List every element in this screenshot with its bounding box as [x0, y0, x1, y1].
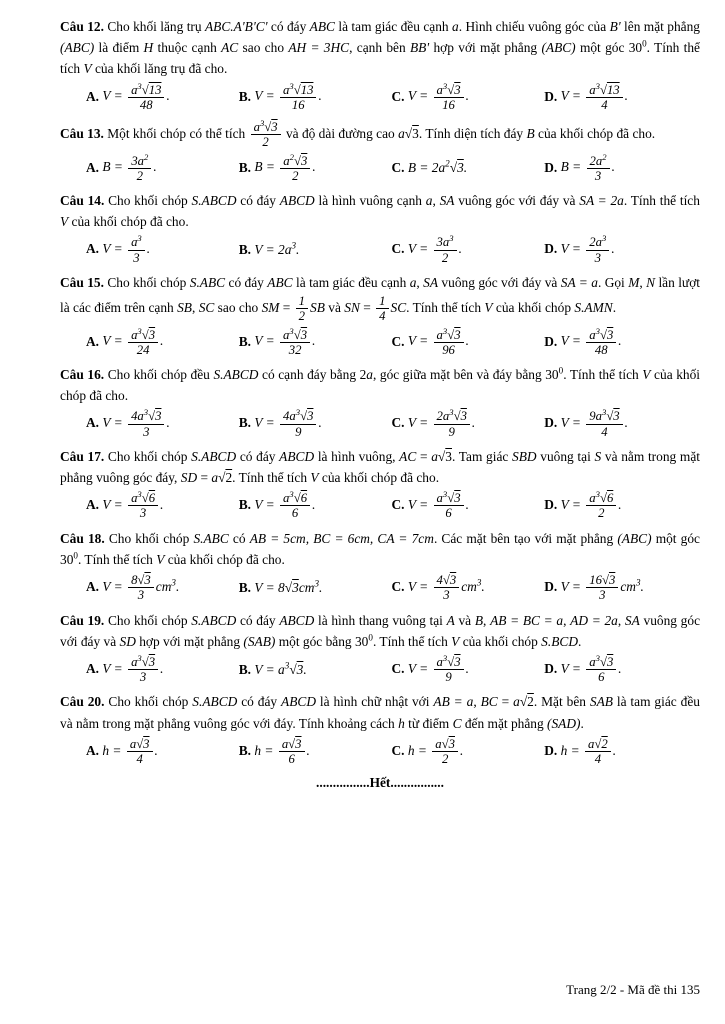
- fraction: $\frac{a^3√3}{32}$: [280, 328, 310, 358]
- option-formula: $V = 8√3cm^3$.: [254, 578, 323, 595]
- square-root: √3: [264, 120, 278, 135]
- option-formula: V = $\frac{4√3}{3}$ $cm^3$.: [407, 573, 485, 603]
- question: [60, 446, 700, 522]
- fraction: $\frac{a√2}{4}$: [585, 737, 611, 767]
- option-letter: B.: [238, 88, 252, 104]
- option-formula: V = $\frac{16√3}{3}$ $cm^3$.: [560, 573, 644, 603]
- fraction: $\frac{a√3}{6}$: [279, 737, 305, 767]
- option-letter: D.: [544, 241, 558, 257]
- question: [60, 610, 700, 686]
- answer-option: [544, 572, 700, 604]
- square-root: √3: [601, 573, 616, 588]
- square-root: √3: [447, 327, 461, 342]
- option-letter: B.: [238, 415, 252, 431]
- option-formula: V = $\frac{a^3√3}{48}$ .: [560, 325, 622, 357]
- answer-option: [544, 736, 700, 768]
- question: [60, 691, 700, 767]
- option-formula: h = $\frac{a√3}{4}$ .: [102, 736, 158, 766]
- option-letter: A.: [86, 497, 100, 513]
- option-letter: D.: [544, 415, 558, 431]
- fraction: $\frac{a^3√3}{2}$: [251, 120, 281, 150]
- square-root: √13: [293, 82, 314, 97]
- option-letter: A.: [86, 88, 100, 104]
- answer-option: [544, 153, 700, 185]
- square-root: √3: [293, 327, 308, 342]
- option-formula: V = $\frac{8√3}{3}$ $cm^3$.: [102, 573, 180, 603]
- option-formula: V = $\frac{a^3√13}{48}$ .: [102, 80, 170, 112]
- fraction: $\frac{4a^3√3}{9}$: [280, 409, 316, 439]
- fraction: $\frac{1}{4}$: [376, 294, 388, 324]
- fraction: $\frac{a^3√3}{96}$: [434, 328, 464, 358]
- fraction: $\frac{a^3√3}{9}$: [434, 655, 464, 685]
- answer-option: [86, 234, 239, 266]
- fraction: $\frac{a^3√6}{2}$: [586, 491, 616, 521]
- fraction: $\frac{2a^3√3}{9}$: [434, 409, 470, 439]
- square-root: √3: [289, 661, 304, 677]
- square-root: √3: [300, 409, 314, 424]
- question-number: Câu 17.: [60, 448, 105, 464]
- fraction: $\frac{8√3}{3}$: [128, 573, 154, 603]
- question-number: Câu 16.: [60, 367, 105, 383]
- options-row: [60, 572, 700, 604]
- option-formula: V = $\frac{a^3√3}{24}$ .: [102, 325, 164, 357]
- question: [60, 272, 700, 358]
- option-formula: V = $\frac{a^3√3}{32}$ .: [254, 325, 316, 357]
- option-formula: h = $\frac{a√2}{4}$ .: [560, 736, 617, 766]
- answer-option: [239, 82, 392, 114]
- fraction: $\frac{a^3√3}{48}$: [586, 328, 616, 358]
- option-letter: B.: [238, 661, 252, 677]
- option-letter: A.: [86, 159, 100, 175]
- square-root: √3: [447, 654, 461, 669]
- fraction: $\frac{a^3√3}{6}$: [434, 491, 464, 521]
- option-letter: C.: [391, 742, 405, 758]
- square-root: √3: [136, 736, 150, 751]
- fraction: $\frac{1}{2}$: [296, 294, 308, 324]
- answer-option: [391, 327, 544, 359]
- answer-option: [544, 490, 700, 522]
- option-formula: $V = a^3√3$.: [254, 660, 307, 677]
- page-footer: Trang 2/2 - Mã đề thi 135: [566, 982, 700, 997]
- question-text: Câu 14. Cho khối chóp S.ABCD có đáy ABCD là hình vuông cạnh a, SA vuông góc với đáy và SA = 2a. Tính thể tích V của khối chóp đã cho.: [60, 193, 700, 230]
- option-letter: B.: [238, 159, 252, 175]
- answer-option: [239, 490, 392, 522]
- answer-option: [86, 82, 239, 114]
- question-text: Câu 16. Cho khối chóp đều S.ABCD có cạnh đáy bằng 2a, góc giữa mặt bên và đáy bằng $30^0$. Tính thể tích V của khối chóp đã cho.: [60, 365, 701, 404]
- answer-option: [239, 242, 392, 258]
- answer-option: [239, 408, 392, 440]
- square-root: √6: [293, 491, 308, 506]
- answer-option: [391, 160, 544, 176]
- square-root: √3: [449, 160, 464, 176]
- option-formula: B = $\frac{a^2√3}{2}$ .: [254, 151, 316, 183]
- fraction: $\frac{3a^2}{2}$: [128, 154, 151, 184]
- option-letter: A.: [86, 333, 100, 349]
- end-marker: ................Hết................: [316, 775, 444, 791]
- option-formula: V = $\frac{a^3√6}{6}$ .: [254, 488, 316, 521]
- option-letter: B.: [238, 579, 252, 595]
- option-letter: D.: [544, 333, 558, 349]
- option-letter: B.: [238, 242, 252, 258]
- answer-option: [239, 736, 392, 768]
- options-row: [60, 153, 700, 185]
- square-root: √3: [441, 736, 455, 751]
- option-formula: V = $\frac{a^3√6}{3}$ .: [102, 488, 164, 521]
- question: [60, 16, 700, 113]
- square-root: √3: [442, 573, 457, 588]
- fraction: $\frac{a^3√13}{16}$: [280, 83, 316, 113]
- square-root: √2: [218, 470, 233, 486]
- options-row: [60, 654, 700, 686]
- square-root: √6: [599, 491, 614, 506]
- fraction: $\frac{a^3√13}{48}$: [128, 83, 164, 113]
- square-root: √3: [447, 491, 461, 506]
- option-formula: V = $\frac{a^3}{3}$ .: [102, 233, 151, 265]
- option-formula: V = $\frac{a^3√3}{3}$ .: [102, 652, 164, 685]
- fraction: $\frac{a^3√3}{6}$: [586, 655, 616, 685]
- question-text: Câu 13. Một khối chóp có thể tích $\frac{a^3√3}{2}$ và độ dài đường cao a√3. Tính diện tích đáy B của khối chóp đã cho.: [60, 117, 656, 150]
- answer-option: [86, 408, 239, 440]
- option-formula: V = $\frac{a^3√3}{96}$ .: [407, 325, 469, 357]
- answer-option: [391, 408, 544, 440]
- answer-option: [86, 736, 239, 768]
- fraction: $\frac{4a^3√3}{3}$: [128, 409, 164, 439]
- question-text: Câu 18. Cho khối chóp S.ABC có AB = 5cm, BC = 6cm, CA = 7cm. Các mặt bên tạo với mặt phẳng (ABC) một góc $30^0$. Tính thể tích V của khối chóp đã cho.: [60, 530, 700, 567]
- answer-option: [86, 572, 239, 604]
- option-letter: C.: [391, 160, 405, 176]
- option-letter: A.: [86, 742, 100, 758]
- answer-option: [86, 654, 239, 686]
- options-row: [60, 82, 700, 114]
- square-root: √3: [599, 327, 614, 342]
- fraction: $\frac{9a^3√3}{4}$: [586, 409, 622, 439]
- option-letter: D.: [544, 159, 558, 175]
- option-formula: V = $\frac{a^3√13}{4}$ .: [560, 80, 629, 112]
- question-number: Câu 13.: [60, 125, 104, 141]
- answer-option: [544, 654, 700, 686]
- answer-option: [391, 234, 544, 266]
- fraction: $\frac{a^3√13}{4}$: [586, 83, 622, 113]
- answer-option: [239, 580, 392, 596]
- option-letter: D.: [544, 88, 558, 104]
- question-number: Câu 20.: [60, 694, 105, 710]
- option-formula: V = $\frac{4a^3√3}{3}$ .: [102, 407, 170, 439]
- square-root: √3: [137, 573, 151, 588]
- fraction: $\frac{3a^3}{2}$: [434, 235, 457, 265]
- answer-option: [391, 736, 544, 768]
- option-formula: B = $\frac{3a^2}{2}$ .: [102, 151, 157, 183]
- option-formula: V = $\frac{9a^3√3}{4}$ .: [560, 407, 629, 439]
- square-root: √3: [148, 409, 162, 424]
- options-row: [60, 408, 700, 440]
- fraction: $\frac{16√3}{3}$: [586, 573, 618, 603]
- question-text: Câu 17. Cho khối chóp S.ABCD có đáy ABCD là hình vuông, AC = a√3. Tam giác SBD vuông tại S và nằm trong mặt phẳng vuông góc đáy, SD = a√2. Tính thể tích V của khối chóp đã cho.: [60, 448, 700, 486]
- answer-option: [86, 490, 239, 522]
- fraction: $\frac{a√3}{4}$: [127, 737, 153, 767]
- option-letter: A.: [86, 241, 100, 257]
- option-formula: V = $\frac{a^3√3}{9}$ .: [407, 652, 469, 685]
- square-root: √13: [599, 82, 620, 97]
- question-text: Câu 20. Cho khối chóp S.ABCD có đáy ABCD là hình chữ nhật với AB = a, BC = a√2. Mặt bên SAB là tam giác đều và nằm trong mặt phẳng vuông góc với đáy. Tính khoảng cách h từ điểm C đến mặt phẳng (SAD).: [60, 694, 700, 731]
- answer-option: [544, 327, 700, 359]
- options-row: [60, 234, 700, 266]
- fraction: $\frac{4√3}{3}$: [434, 573, 460, 603]
- answer-option: [86, 327, 239, 359]
- options-row: [60, 736, 700, 768]
- question: [60, 364, 700, 440]
- option-letter: A.: [86, 660, 100, 676]
- option-letter: A.: [86, 415, 100, 431]
- square-root: √2: [519, 694, 534, 710]
- option-letter: C.: [391, 415, 405, 431]
- option-formula: B = $\frac{2a^2}{3}$ .: [560, 151, 615, 183]
- question-number: Câu 14.: [60, 193, 105, 209]
- square-root: √3: [293, 153, 308, 168]
- answer-option: [86, 153, 239, 185]
- square-root: √3: [437, 448, 452, 464]
- square-root: √2: [594, 736, 608, 751]
- option-formula: V = $\frac{a^3√3}{6}$ .: [407, 488, 469, 521]
- option-letter: B.: [238, 497, 252, 513]
- question-number: Câu 15.: [60, 274, 104, 290]
- question-number: Câu 19.: [60, 612, 105, 628]
- option-formula: V = $\frac{a^3√13}{16}$ .: [254, 80, 322, 112]
- question-number: Câu 18.: [60, 530, 105, 546]
- option-letter: D.: [544, 497, 558, 513]
- fraction: $\frac{a^3}{3}$: [128, 235, 145, 265]
- option-formula: $B = 2a^2√3$.: [407, 158, 468, 176]
- fraction: $\frac{a^3√3}{3}$: [128, 655, 158, 685]
- question: [60, 528, 700, 604]
- question-number: Câu 12.: [60, 19, 104, 34]
- answer-option: [391, 572, 544, 604]
- fraction: $\frac{a√3}{2}$: [432, 737, 458, 767]
- answer-option: [391, 490, 544, 522]
- option-letter: A.: [86, 578, 100, 594]
- option-formula: V = $\frac{a^3√6}{2}$ .: [560, 488, 622, 521]
- square-root: √3: [141, 327, 156, 342]
- square-root: √13: [141, 82, 162, 97]
- square-root: √3: [599, 654, 614, 669]
- question-text: Câu 15. Cho khối chóp S.ABC có đáy ABC là tam giác đều cạnh a, SA vuông góc với đáy và SA = a. Gọi M, N lần lượt là các điểm trên cạnh SB, SC sao cho SM = $\frac{1}{2}$ SB và SN = $\frac{1}{4}$ SC. Tính thể tích V của khối chóp S.AMN.: [60, 274, 700, 324]
- square-root: √3: [453, 409, 467, 424]
- square-root: √3: [141, 654, 156, 669]
- fraction: $\frac{2a^2}{3}$: [587, 154, 610, 184]
- option-formula: V = $\frac{4a^3√3}{9}$ .: [254, 407, 322, 439]
- option-formula: V = $\frac{a^3√3}{6}$ .: [560, 652, 622, 685]
- fraction: $\frac{a^3√6}{3}$: [128, 491, 158, 521]
- option-letter: C.: [391, 497, 405, 513]
- option-letter: C.: [391, 333, 405, 349]
- fraction: $\frac{a^2√3}{2}$: [280, 154, 310, 184]
- answer-option: [239, 327, 392, 359]
- option-formula: V = $\frac{2a^3√3}{9}$ .: [407, 407, 476, 439]
- answer-option: [544, 234, 700, 266]
- option-letter: B.: [238, 333, 252, 349]
- question: [60, 190, 700, 266]
- square-root: √3: [606, 409, 620, 424]
- fraction: $\frac{2a^3}{3}$: [586, 235, 609, 265]
- answer-option: [239, 662, 392, 678]
- fraction: $\frac{a^3√3}{24}$: [128, 328, 158, 358]
- options-row: [60, 327, 700, 359]
- question: [60, 119, 700, 184]
- option-letter: C.: [391, 241, 405, 257]
- answer-option: [239, 153, 392, 185]
- answer-option: [544, 82, 700, 114]
- square-root: √3: [404, 125, 419, 141]
- option-formula: $V = 2a^3$.: [254, 240, 300, 258]
- option-formula: V = $\frac{3a^3}{2}$ .: [407, 233, 462, 265]
- option-formula: h = $\frac{a√3}{2}$ .: [407, 736, 464, 766]
- option-letter: D.: [544, 578, 558, 594]
- square-root: √3: [284, 579, 299, 595]
- option-letter: D.: [544, 742, 558, 758]
- option-letter: D.: [544, 660, 558, 676]
- square-root: √3: [288, 736, 302, 751]
- option-letter: B.: [238, 742, 252, 758]
- option-letter: C.: [391, 578, 405, 594]
- option-formula: V = $\frac{a^3√3}{16}$ .: [407, 80, 469, 112]
- answer-option: [544, 408, 700, 440]
- question-text: Câu 12. Cho khối lăng trụ ABC.A'B'C' có đáy ABC là tam giác đều cạnh a. Hình chiếu vuông góc của B' lên mặt phẳng (ABC) là điểm H thuộc cạnh AC sao cho AH = 3HC, cạnh bên BB' hợp với mặt phẳng (ABC) một góc $30^0$. Tính thể tích V của khối lăng trụ đã cho.: [60, 19, 700, 77]
- option-formula: V = $\frac{2a^3}{3}$ .: [560, 233, 615, 265]
- square-root: √3: [447, 82, 461, 97]
- fraction: $\frac{a^3√6}{6}$: [280, 491, 310, 521]
- answer-option: [391, 82, 544, 114]
- option-letter: C.: [391, 88, 405, 104]
- option-formula: h = $\frac{a√3}{6}$ .: [254, 736, 310, 766]
- fraction: $\frac{a^3√3}{16}$: [434, 83, 464, 113]
- answer-option: [391, 654, 544, 686]
- options-row: [60, 490, 700, 522]
- square-root: √6: [141, 491, 156, 506]
- questions-list: [60, 16, 700, 767]
- question-text: Câu 19. Cho khối chóp S.ABCD có đáy ABCD là hình thang vuông tại A và B, AB = BC = a, AD = 2a, SA vuông góc với đáy và SD hợp với mặt phẳng (SAB) một góc bằng $30^0$. Tính thể tích V của khối chóp S.BCD.: [60, 612, 701, 649]
- option-letter: C.: [391, 660, 405, 676]
